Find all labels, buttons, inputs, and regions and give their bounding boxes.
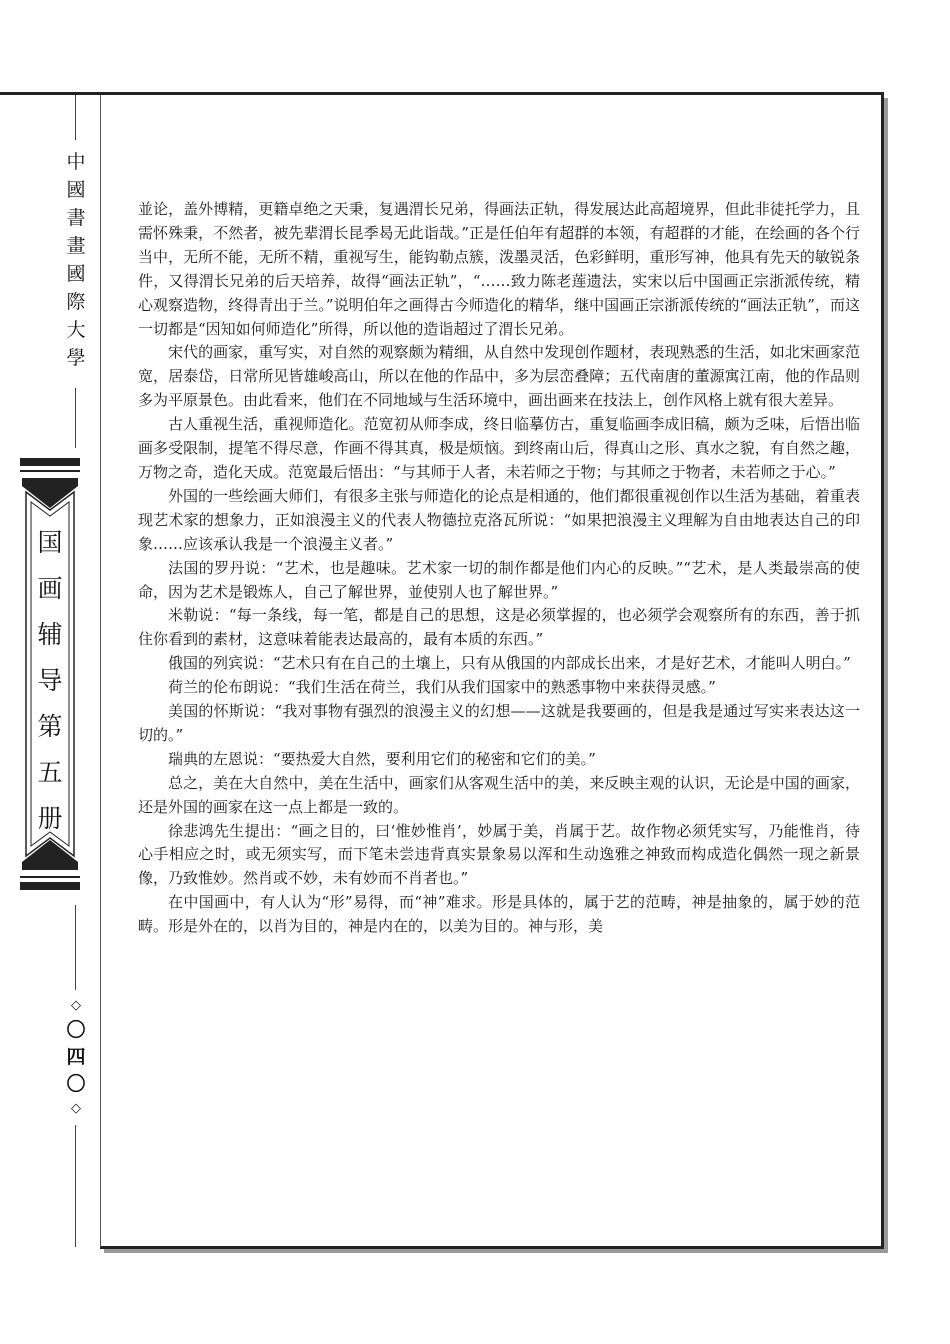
side-rule	[75, 905, 76, 990]
title-char: 書	[66, 207, 86, 229]
page-number-digit: 〇	[66, 1073, 86, 1095]
body-text	[138, 198, 860, 939]
title-char: 國	[66, 263, 86, 285]
side-rule	[75, 1125, 76, 1247]
frame-right-shadow	[884, 98, 888, 1253]
paragraph: 俄国的列宾说：“艺术只有在自己的土壤上，只有从俄国的内部成长出来，才是好艺术，才能叫人明白。”	[168, 654, 851, 673]
paragraph: 古人重视生活，重视师造化。范宽初从师李成，终日临摹仿古，重复临画李成旧稿，颇为乏味，后悟出临画多受限制，提笔不得尽意，作画不得其真，极是烦恼。到终南山后，得真山之形、真水之貌，有自然之趣，万物之奇，造化天成。范宽最后悟出：“与其师于人者，未若师之于物；与其师之于物者，未若师之于心。”	[138, 415, 860, 481]
volume-char: 五	[37, 758, 63, 787]
diamond-icon: ◇	[71, 998, 81, 1013]
volume-label-box	[22, 478, 78, 870]
diamond-icon: ◇	[71, 1101, 81, 1116]
title-char: 畫	[66, 235, 86, 257]
volume-title	[22, 520, 78, 842]
ornament-band-top-thin	[20, 470, 80, 472]
volume-char: 国	[37, 528, 63, 557]
frame-top-border	[0, 92, 884, 95]
title-char: 中	[66, 151, 86, 173]
paragraph: 外国的一些绘画大师们，有很多主张与师造化的论点是相通的，他们都很重视创作以生活为基础，着重表现艺术家的想象力，正如浪漫主义的代表人物德拉克洛瓦所说：“如果把浪漫主义理解为自由地表达自己的印象……应该承认我是一个浪漫主义者。”	[138, 486, 860, 553]
paragraph: 美国的怀斯说：“我对事物有强烈的浪漫主义的幻想——这就是我要画的，但是我是通过写实来表达这一切的。”	[138, 702, 860, 744]
title-char: 國	[66, 179, 86, 201]
page-number-digit: 〇	[66, 1019, 86, 1041]
ornament-band-bottom	[20, 882, 80, 890]
frame-bottom-shadow	[104, 1249, 888, 1253]
paragraph: 总之，美在大自然中，美在生活中，画家们从客观生活中的美，来反映主观的认识，无论是中国的画家，还是外国的画家在这一点上都是一致的。	[138, 773, 860, 816]
volume-char: 画	[37, 574, 63, 603]
paragraph: 徐悲鸿先生提出：“画之目的，曰‘惟妙惟肖’，妙属于美，肖属于艺。故作物必须凭实写，乃能惟肖，待心手相应之时，或无须实写，而下笔未尝违背真实景象易以浑和生动逸雅之神致而构成造化偶然一现之新景像，乃致惟妙。然肖或不妙，未有妙而不肖者也。”	[138, 821, 860, 888]
title-char: 際	[66, 291, 86, 313]
page-number-digit: 四	[66, 1046, 86, 1068]
side-rule	[75, 95, 76, 140]
paragraph: 宋代的画家，重写实，对自然的观察颇为精细，从自然中发现创作题材，表现熟悉的生活，如北宋画家范宽，居泰岱，日常所见皆雄峻高山，所以在他的作品中，多为层峦叠障；五代南唐的董源寓江南，他的作品则多为平原景色。由此看来，他们在不同地域与生活环境中，画出画来在技法上，创作风格上就有很大差异。	[138, 343, 860, 410]
paragraph: 荷兰的伦布朗说：“我们生活在荷兰，我们从我们国家中的熟悉事物中来获得灵感。”	[168, 678, 716, 697]
volume-char: 册	[37, 804, 63, 833]
title-char: 大	[66, 319, 86, 341]
side-rule	[75, 388, 76, 448]
paragraph: 米勒说：“每一条线，每一笔，都是自己的思想，这是必须掌握的，也必须学会观察所有的东西，善于抓住你看到的素材，这意味着能表达最高的，最有本质的东西。”	[138, 606, 860, 649]
paragraph: 在中国画中，有人认为“形”易得，而“神”难求。形是具体的，属于艺的范畴，神是抽象的，属于妙的范畴。形是外在的，以肖为目的，神是内在的，以美为目的。神与形，美	[138, 893, 860, 936]
page-number	[62, 995, 90, 1120]
title-char: 學	[66, 347, 86, 369]
paragraph: 法国的罗丹说：“艺术，也是趣味。艺术家一切的制作都是他们内心的反映。”“艺术，是人类最崇高的使命，因为艺术是锻炼人，自己了解世界，並使别人也了解世界。”	[138, 558, 860, 601]
ornament-band-top	[20, 458, 80, 466]
volume-char: 辅	[37, 620, 63, 649]
vertical-institution-title	[62, 148, 90, 372]
paragraph: 瑞典的左恩说：“要热爱大自然，要利用它们的秘密和它们的美。”	[168, 749, 596, 768]
frame-inner-left-rule	[100, 95, 101, 1247]
volume-char: 第	[37, 712, 63, 741]
ornament-band-bottom-thin	[20, 876, 80, 878]
paragraph: 並论，盖外博精，更籍卓绝之天秉，复遇渭长兄弟，得画法正轨，得发展达此高超境界，但此非徒托学力，且需怀殊秉，不然者，被先辈渭长昆季曷无此诣哉。”正是任伯年有超群的本领，有超群的才能，在绘画的各个行当中，无所不能，无所不精，重视写生，能钩勒点簇，泼墨灵活，色彩鲜明，重形写神，他具有先天的敏锐条件，又得渭长兄弟的后天培养，故得“画法正轨”，“……致力陈老莲遗法，实宋以后中国画正宗浙派传统，精心观察造物，终得青出于兰。”说明伯年之画得古今师造化的精华，继中国画正宗浙派传统的“画法正轨”，而这一切都是“因知如何师造化”所得，所以他的造诣超过了渭长兄弟。	[138, 200, 860, 338]
volume-char: 导	[37, 666, 63, 695]
